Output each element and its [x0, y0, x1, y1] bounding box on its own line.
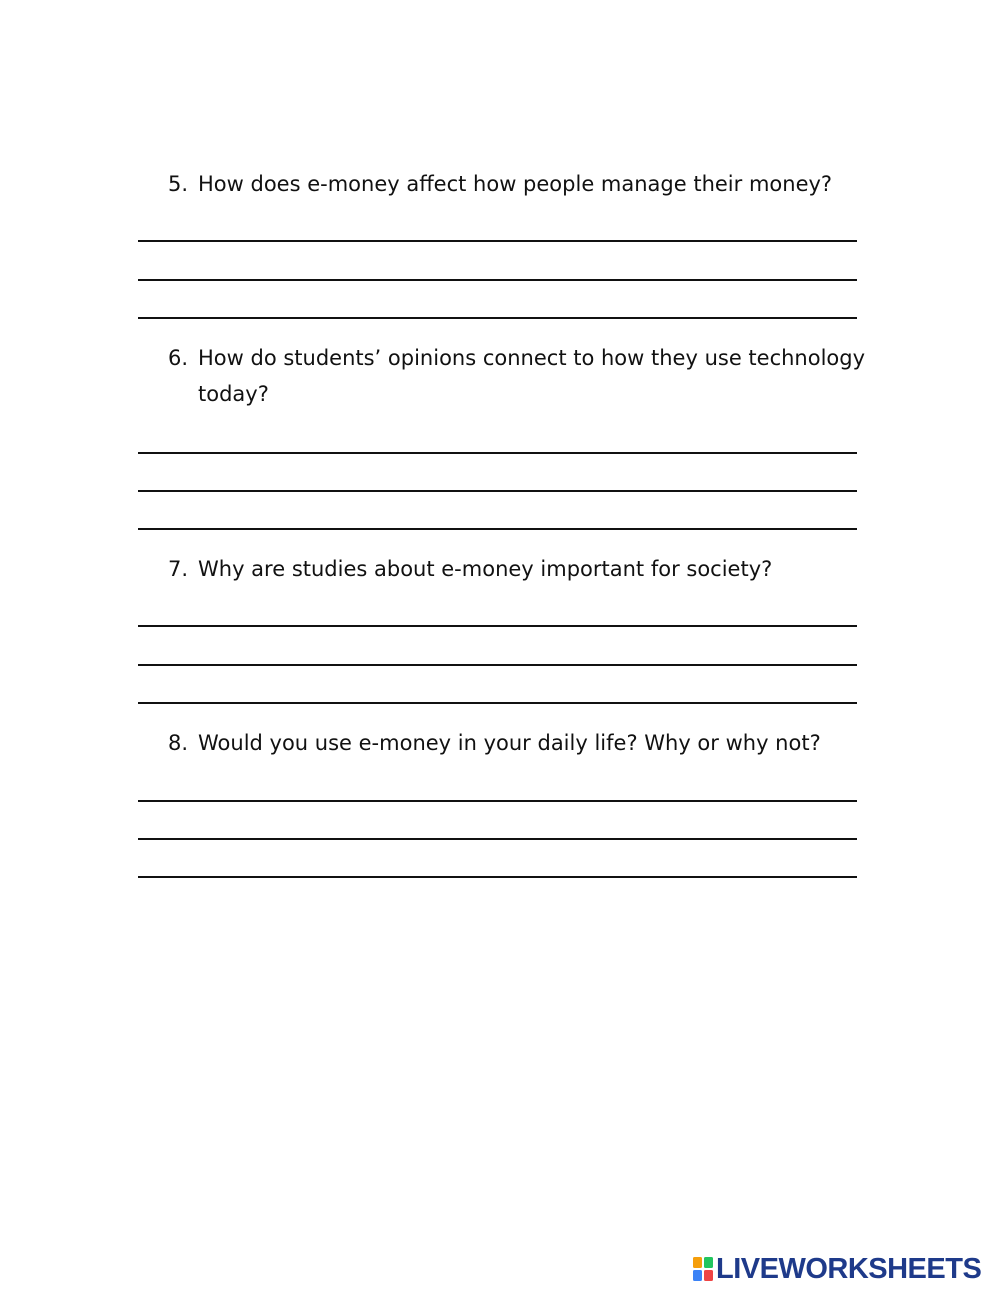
question-text: Why are studies about e-money important for society?: [198, 557, 773, 581]
logo-block: [704, 1257, 713, 1268]
answer-line[interactable]: [138, 876, 857, 878]
answer-line[interactable]: [138, 240, 857, 242]
question-number: 7.: [168, 557, 189, 581]
answer-line[interactable]: [138, 800, 857, 802]
question-number: 6.: [168, 346, 189, 370]
question-5: [168, 166, 868, 202]
answer-line[interactable]: [138, 452, 857, 454]
logo-block: [704, 1270, 713, 1281]
answer-line[interactable]: [138, 528, 857, 530]
answer-line[interactable]: [138, 838, 857, 840]
question-text: Would you use e-money in your daily life? Why or why not?: [198, 731, 821, 755]
question-number: 5.: [168, 172, 189, 196]
liveworksheets-logo-icon: [693, 1257, 713, 1281]
logo-block: [693, 1257, 702, 1268]
answer-line[interactable]: [138, 279, 857, 281]
question-text: How does e-money affect how people manage their money?: [198, 172, 833, 196]
liveworksheets-logo: [693, 1254, 981, 1284]
answer-line[interactable]: [138, 490, 857, 492]
question-8: [168, 725, 868, 761]
brand-name: LIVEWORKSHEETS: [716, 1253, 982, 1285]
question-number: 8.: [168, 731, 189, 755]
question-7: [168, 551, 868, 587]
question-text: How do students’ opinions connect to how they use technology today?: [198, 346, 866, 406]
answer-line[interactable]: [138, 702, 857, 704]
logo-block: [693, 1270, 702, 1281]
answer-line[interactable]: [138, 664, 857, 666]
question-6: [168, 340, 868, 412]
answer-line[interactable]: [138, 625, 857, 627]
answer-line[interactable]: [138, 317, 857, 319]
